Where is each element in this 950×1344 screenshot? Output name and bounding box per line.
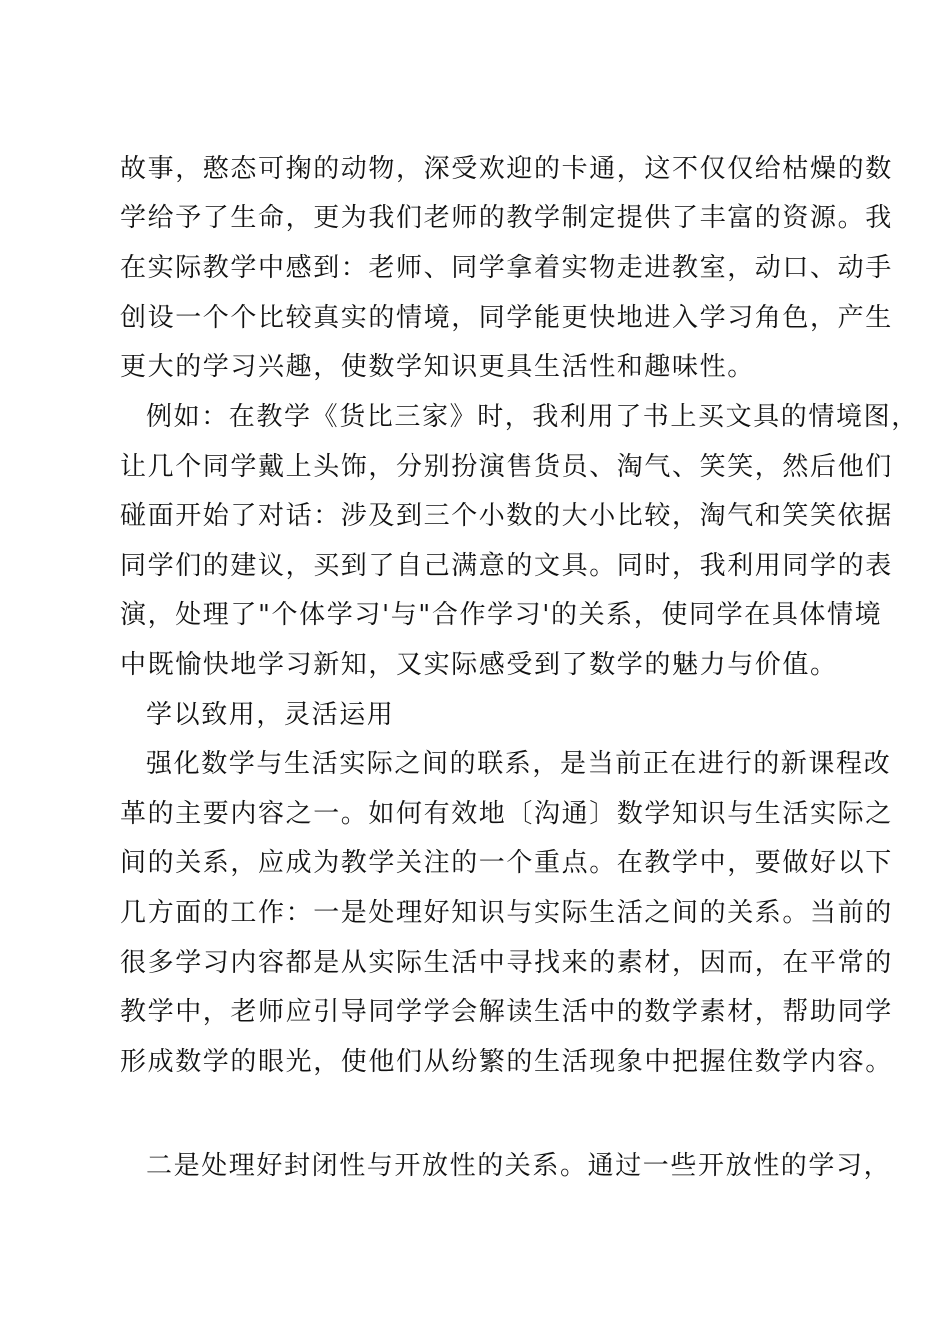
text-line: 间的关系，应成为教学关注的一个重点。在教学中，要做好以下 (120, 848, 893, 878)
text-line: 演，处理了"个体学习'与"合作学习'的关系，使同学在具体情境 (120, 600, 883, 630)
text-line: 创设一个个比较真实的情境，同学能更快地进入学习角色，产生 (120, 303, 893, 333)
text-line: 故事，憨态可掬的动物，深受欢迎的卡通，这不仅仅给枯燥的数 (120, 154, 893, 184)
text-line: 同学们的建议，买到了自己满意的文具。同时，我利用同学的表 (120, 551, 893, 581)
text-line: 很多学习内容都是从实际生活中寻找来的素材，因而，在平常的 (120, 948, 893, 978)
paragraph-first-line: 强化数学与生活实际之间的联系，是当前正在进行的新课程改 (146, 749, 892, 779)
text-line: 让几个同学戴上头饰，分别扮演售货员、淘气、笑笑，然后他们 (120, 452, 893, 482)
text-line: 在实际教学中感到：老师、同学拿着实物走进教室，动口、动手 (120, 253, 893, 283)
text-line: 更大的学习兴趣，使数学知识更具生活性和趣味性。 (120, 352, 755, 382)
text-line: 革的主要内容之一。如何有效地〔沟通〕数学知识与生活实际之 (120, 799, 893, 829)
text-line: 学给予了生命，更为我们老师的教学制定提供了丰富的资源。我 (120, 203, 893, 233)
text-line: 形成数学的眼光，使他们从纷繁的生活现象中把握住数学内容。 (120, 1047, 893, 1077)
section-heading: 学以致用，灵活运用 (146, 700, 395, 730)
text-line: 教学中，老师应引导同学学会解读生活中的数学素材，帮助同学 (120, 997, 893, 1027)
paragraph-first-line: 例如：在教学《货比三家》时，我利用了书上买文具的情境图， (146, 402, 919, 432)
paragraph-first-line: 二是处理好封闭性与开放性的关系。通过一些开放性的学习， (146, 1151, 892, 1181)
text-line: 几方面的工作：一是处理好知识与实际生活之间的关系。当前的 (120, 898, 893, 928)
text-line: 中既愉快地学习新知，又实际感受到了数学的魅力与价值。 (120, 650, 838, 680)
text-line: 碰面开始了对话：涉及到三个小数的大小比较，淘气和笑笑依据 (120, 501, 893, 531)
